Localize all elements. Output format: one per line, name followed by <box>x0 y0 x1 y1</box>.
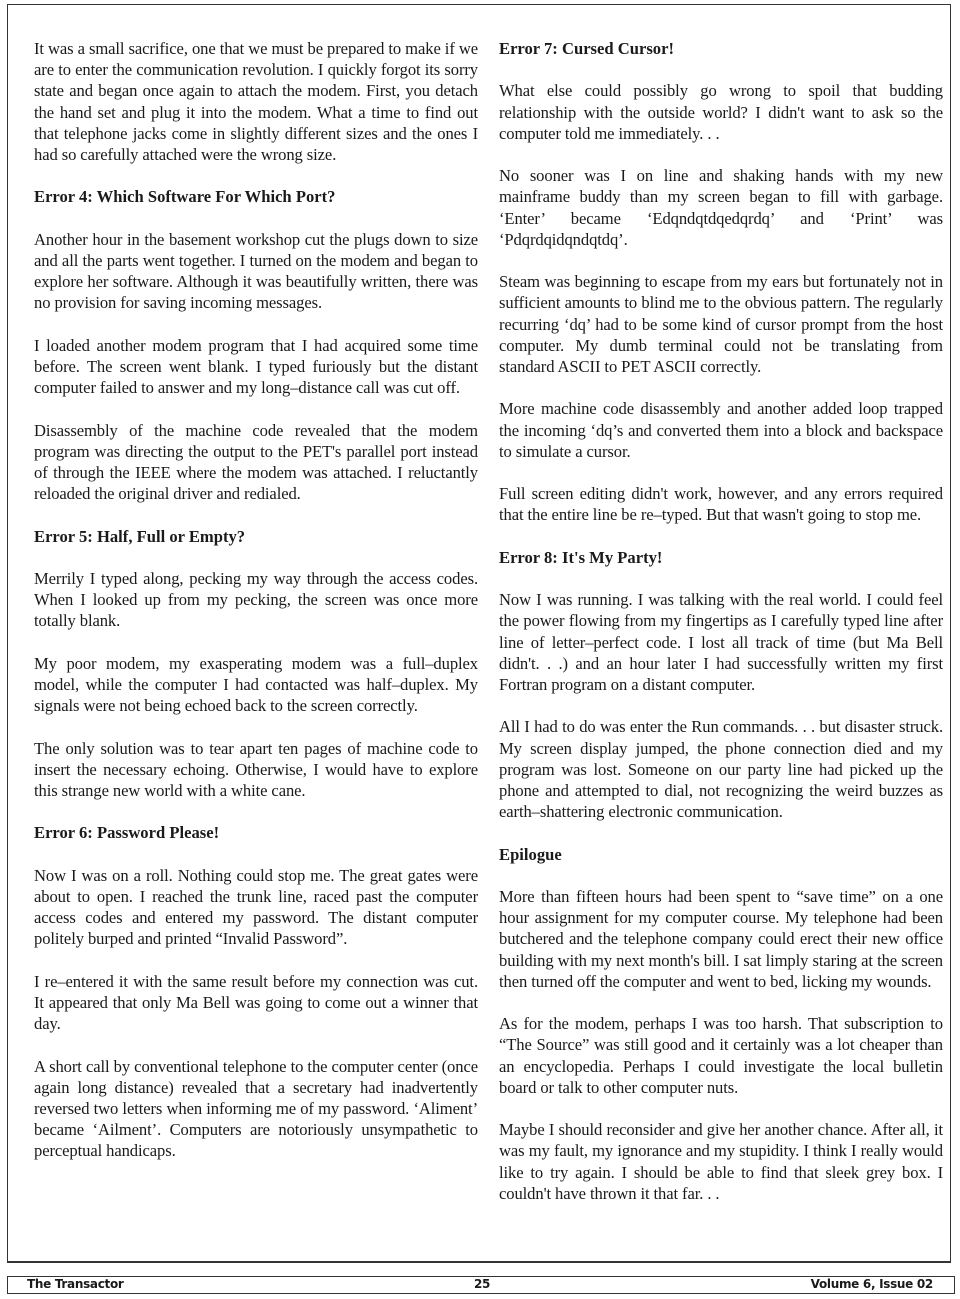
page-footer <box>7 1276 955 1294</box>
paragraph: All I had to do was enter the Run commands. . . but disaster struck. My screen display jumped, the phone connection died and my program was lost. Someone on our party line had picked up the phone and attempted to dial, not recognizing the weird buzzes as earth–shattering electronic communication. <box>499 717 943 822</box>
paragraph: The only solution was to tear apart ten pages of machine code to insert the necessary echoing. Otherwise, I would have to explore this strange new world with a white cane. <box>34 738 478 800</box>
section-heading-error-8: Error 8: It's My Party! <box>499 547 663 567</box>
paragraph: Another hour in the basement workshop cut the plugs down to size and all the parts went together. I turned on the modem and began to explore her software. Although it was beautifully written, there was no provision for saving incoming messages. <box>34 229 478 313</box>
section-heading-error-7: Error 7: Cursed Cursor! <box>499 39 674 58</box>
section-heading-error-6: Error 6: Password Please! <box>34 823 220 843</box>
issue-label: Volume 6, Issue 02 <box>810 1277 933 1291</box>
paragraph: What else could possibly go wrong to spoil that budding relationship with the outside world? I didn't want to ask so the computer told me immediately. . . <box>499 81 943 143</box>
left-column <box>34 38 478 1183</box>
publication-name: The Transactor <box>27 1277 124 1291</box>
paragraph: A short call by conventional telephone to the computer center (once again long distance) revealed that a secretary had inadvertently reversed two letters when informing me of my password. ‘Aliment’ became ‘Ailment’. Computers are notoriously unsympathetic to perceptual handicaps. <box>34 1056 478 1161</box>
paragraph: No sooner was I on line and shaking hands with my new mainframe buddy than my screen began to fill with garbage. ‘Enter’ became ‘Edqndqtdqedqrdq’ and ‘Print’ was ‘Pdqrdqidqndqtdq’. <box>499 166 943 249</box>
paragraph: Now I was on a roll. Nothing could stop me. The great gates were about to open. I reached the trunk line, raced past the computer access codes and entered my password. The distant computer politely burped and printed “Invalid Password”. <box>34 865 478 949</box>
page-frame <box>7 4 951 1263</box>
paragraph: More than fifteen hours had been spent to “save time” on a one hour assignment for my computer course. My telephone had been butchered and the telephone company could erect their new office building with my next month's bill. I sat limply staring at the screen then turned off the computer and went to bed, licking my wounds. <box>499 886 943 991</box>
paragraph: Now I was running. I was talking with the real world. I could feel the power flowing from my fingertips as I carefully typed line after line of letter–perfect code. I lost all track of time (but Ma Bell didn't. . .) and an hour later I had successfully written my first Fortran program on a distant computer. <box>499 590 943 694</box>
paragraph: My poor modem, my exasperating modem was a full–duplex model, while the computer I had contacted was half–duplex. My signals were not being echoed back to the screen correctly. <box>34 653 478 716</box>
paragraph: Steam was beginning to escape from my ears but fortunately not in sufficient amounts to blind me to the obvious pattern. The regularly recurring ‘dq’ had to be some kind of cursor prompt from the host computer. My dumb terminal could not be translating from standard ASCII to PET ASCII correctly. <box>499 272 943 376</box>
paragraph: It was a small sacrifice, one that we must be prepared to make if we are to enter the communication revolution. I quickly forgot its sorry state and began once again to attach the modem. First, you detach the hand set and plug it into the modem. What a time to find out that telephone jacks come in slightly different sizes and the ones I had so carefully attached were the wrong size. <box>34 39 478 165</box>
page-number: 25 <box>474 1277 491 1291</box>
right-column <box>499 38 943 1225</box>
paragraph: More machine code disassembly and another added loop trapped the incoming ‘dq’s and converted them into a block and backspace to simulate a cursor. <box>499 399 943 461</box>
paragraph: Merrily I typed along, pecking my way through the access codes. When I looked up from my pecking, the screen was once more totally blank. <box>34 568 478 631</box>
section-heading-error-4: Error 4: Which Software For Which Port? <box>34 187 336 207</box>
paragraph: Full screen editing didn't work, however, and any errors required that the entire line be re–typed. But that wasn't going to stop me. <box>499 484 943 525</box>
paragraph: Maybe I should reconsider and give her another chance. After all, it was my fault, my ignorance and my stupidity. I think I really would like to try again. I should be able to find that sleek grey box. I couldn't have thrown it that far. . . <box>499 1120 943 1203</box>
paragraph: As for the modem, perhaps I was too harsh. That subscription to “The Source” was still good and it certainly was a lot cheaper than an encyclopedia. Perhaps I could investigate the local bulletin board or talk to other computer nuts. <box>499 1014 943 1097</box>
paragraph: I re–entered it with the same result before my connection was cut. It appeared that only Ma Bell was going to come out a winner that day. <box>34 971 478 1034</box>
section-heading-epilogue: Epilogue <box>499 844 562 864</box>
paragraph: I loaded another modem program that I had acquired some time before. The screen went blank. I typed furiously but the distant computer failed to answer and my long–distance call was cut off. <box>34 335 478 398</box>
paragraph: Disassembly of the machine code revealed that the modem program was directing the output to the PET's parallel port instead of through the IEEE where the modem was attached. I reluctantly reloaded the original driver and redialed. <box>34 420 478 504</box>
section-heading-error-5: Error 5: Half, Full or Empty? <box>34 526 246 546</box>
